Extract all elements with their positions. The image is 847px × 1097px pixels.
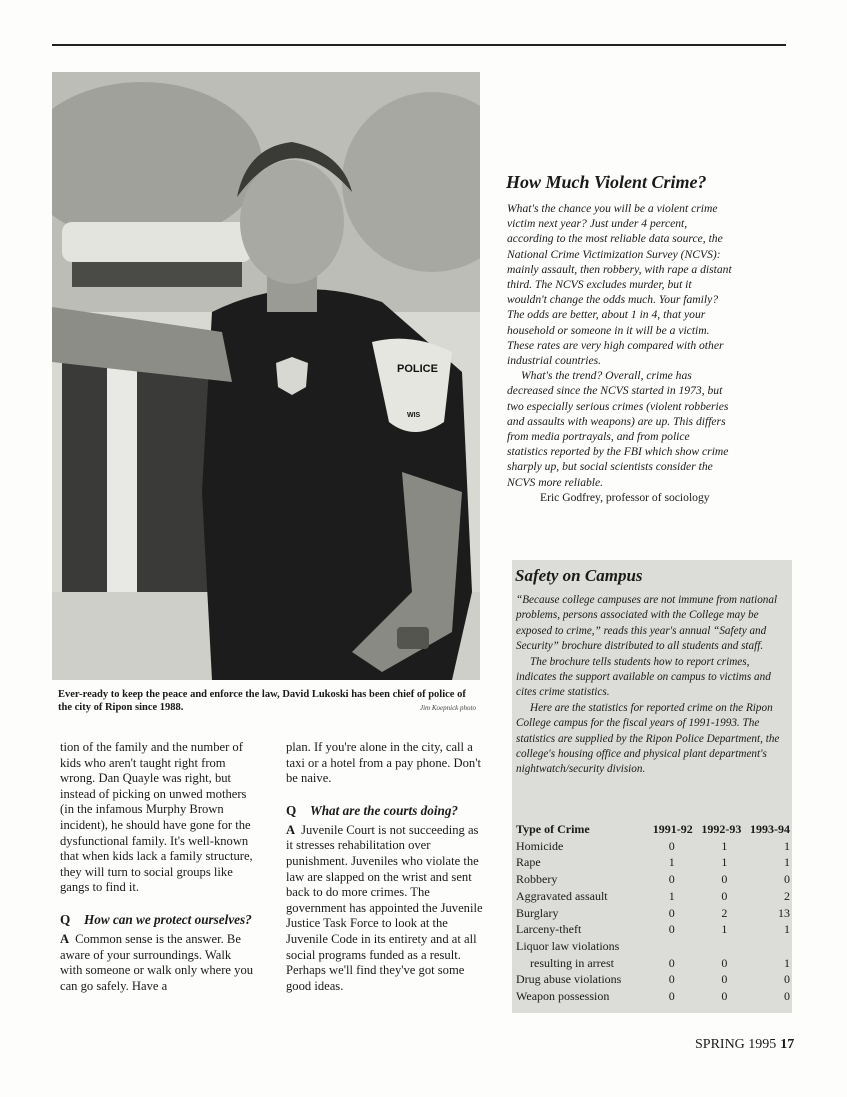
crime-type: resulting in arrest — [530, 955, 614, 970]
table-row — [516, 905, 790, 922]
sidebar-paragraph: What's the chance you will be a violent crime victim next year? Just under 4 percent, according to the most reliable data source, the National Crime Victimization Survey (NCVS): mainly assault, then robbery, with rape a distant third. The NCVS excludes murder, but it wouldn't change the odds much. Your family? The odds are better, about 1 in 4, that your household or someone in it will be a victim. These rates are very high compared with other industrial countries. — [507, 202, 732, 368]
crime-count — [644, 938, 693, 955]
photo-caption: Ever-ready to keep the peace and enforce the law, David Lukoski has been chief of police of the city of Ripon since 1988. — [58, 689, 466, 713]
box-paragraph: Here are the statistics for reported crime on the Ripon College campus for the fiscal years of 1991-1993. The statistics are supplied by the Ripon Police Department, the college's housing office and physical plant department's nightwatch/security division. — [516, 701, 780, 776]
crime-type: Larceny-theft — [516, 922, 582, 937]
table-row — [516, 988, 790, 1005]
question-text: What are the courts doing? — [310, 802, 459, 818]
answer-label: A — [60, 931, 70, 946]
table-row — [516, 871, 790, 888]
crime-count: 1 — [721, 855, 728, 870]
crime-type: Drug abuse violations — [516, 972, 622, 987]
table-header: Type of Crime — [516, 822, 590, 836]
crime-count: 13 — [778, 905, 790, 920]
top-rule — [52, 44, 786, 46]
crime-count: 1 — [721, 922, 728, 937]
crime-type: Aggravated assault — [516, 888, 608, 903]
crime-count: 0 — [668, 872, 675, 887]
table-row — [516, 955, 790, 972]
article-paragraph: tion of the family and the number of kids who aren't taught right from wrong. Dan Quayle was right, but instead of picking on unwed mothers (in the infamous Murphy Brown incident), he should have gone for the dysfunctional family. It's well-known that when kids lack a family structure, they will turn to social groups like gangs to find it. — [60, 740, 253, 895]
box-paragraph: The brochure tells students how to report crimes, indicates the support available on campus to victims and cites crime statistics. — [516, 655, 771, 699]
table-row — [516, 838, 790, 855]
answer-label: A — [286, 822, 296, 837]
answer-paragraph — [60, 932, 256, 994]
crime-count: 0 — [668, 989, 675, 1004]
table-header: 1993-94 — [750, 822, 790, 836]
crime-statistics-table — [516, 821, 790, 1005]
crime-type: Weapon possession — [516, 989, 610, 1004]
table-header: 1991-92 — [652, 822, 693, 836]
crime-count — [693, 938, 742, 955]
crime-count: 1 — [784, 955, 790, 970]
crime-count: 0 — [721, 872, 728, 887]
crime-count: 0 — [668, 922, 675, 937]
crime-count: 0 — [668, 972, 675, 987]
crime-count: 2 — [721, 905, 728, 920]
crime-count: 1 — [784, 855, 790, 870]
crime-count: 0 — [668, 955, 675, 970]
page-number: 17 — [780, 1037, 795, 1052]
page-footer — [695, 1037, 794, 1053]
crime-count: 2 — [784, 888, 790, 903]
box-paragraph: “Because college campuses are not immune from national problems, persons associated with the College may be exposed to crime,” reads this year's annual “Safety and Security” brochure distributed to all students and staff. — [516, 594, 778, 653]
question-text: How can we protect ourselves? — [84, 911, 252, 927]
crime-count: 1 — [784, 838, 790, 853]
answer-text: Juvenile Court is not succeeding as it stresses rehabilitation over punishment. Juveniles who violate the law are slapped on the wrist and sent back to do more crimes. The government has appointed the Juvenile Justice Task Force to look at the Juvenile Code in its entirety and at all social programs funded as a result. Perhaps we'll find they've got some good ideas. — [286, 822, 483, 993]
crime-type: Robbery — [516, 872, 558, 887]
sidebar-signature: Eric Godfrey, professor of sociology — [540, 490, 710, 504]
question-heading — [60, 912, 256, 928]
box-text — [516, 593, 786, 778]
article-column-2 — [286, 740, 486, 994]
answer-text: Common sense is the answer. Be aware of your surroundings. Walk with someone or walk only where you can go safely. Have a — [60, 931, 254, 993]
crime-type: Liquor law violations — [516, 938, 620, 953]
crime-count: 0 — [784, 872, 790, 887]
issue-label: SPRING 1995 — [695, 1037, 777, 1052]
patch-text: POLICE — [397, 363, 438, 375]
sidebar-text — [507, 201, 733, 505]
table-row — [516, 938, 790, 955]
sidebar-paragraph: What's the trend? Overall, crime has decreased since the NCVS started in 1973, but two especially serious crimes (violent robberies and assaults with weapons) are up. This differs from media portrayals, and from police statistics reported by the FBI which show crime sharply up, but social scientists consider the NCVS more reliable. — [507, 369, 729, 489]
sidebar-title: How Much Violent Crime? — [506, 172, 707, 192]
question-label: Q — [286, 802, 297, 818]
crime-count: 0 — [721, 955, 728, 970]
answer-paragraph — [286, 823, 486, 995]
crime-count — [741, 938, 790, 955]
crime-type: Rape — [516, 855, 541, 870]
crime-count: 1 — [668, 888, 675, 903]
crime-count: 0 — [784, 972, 790, 987]
question-label: Q — [60, 911, 71, 927]
crime-count: 0 — [668, 905, 675, 920]
table-row — [516, 854, 790, 871]
table-header: 1992-93 — [701, 822, 742, 836]
photo-credit: Jim Koepnick photo — [420, 704, 476, 712]
crime-count: 0 — [668, 838, 675, 853]
patch-text-2: WIS — [407, 412, 421, 419]
crime-count: 0 — [721, 888, 728, 903]
question-heading — [286, 803, 486, 819]
crime-count: 1 — [784, 922, 790, 937]
crime-count: 0 — [721, 972, 728, 987]
crime-count: 1 — [721, 838, 728, 853]
box-title: Safety on Campus — [515, 566, 643, 585]
crime-type: Homicide — [516, 838, 564, 853]
table-row — [516, 971, 790, 988]
crime-type: Burglary — [516, 905, 559, 920]
article-paragraph: plan. If you're alone in the city, call a taxi or a hotel from a pay phone. Don't be naive. — [286, 740, 481, 786]
table-header-row — [516, 821, 790, 838]
crime-count: 0 — [784, 989, 790, 1004]
table-row — [516, 921, 790, 938]
article-column-1 — [60, 740, 256, 994]
table-row — [516, 888, 790, 905]
crime-count: 0 — [721, 989, 728, 1004]
police-chief-photo — [52, 72, 480, 680]
crime-count: 1 — [668, 855, 675, 870]
